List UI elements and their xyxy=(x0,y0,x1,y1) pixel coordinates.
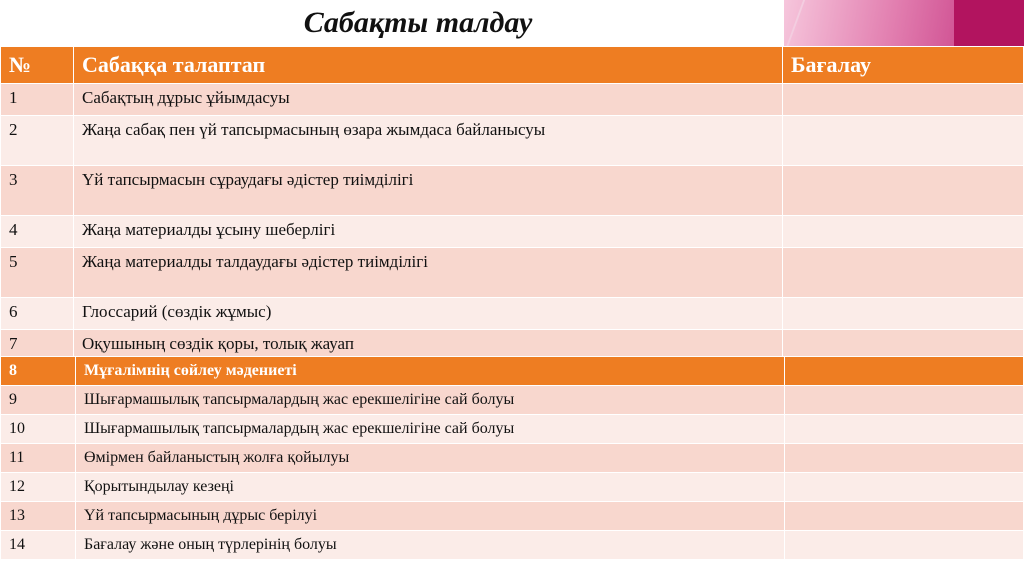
row-text: Мұғалімнің сөйлеу мәдениеті xyxy=(76,357,785,386)
column-header-number: № xyxy=(1,47,74,84)
row-number: 9 xyxy=(1,386,76,415)
row-grade[interactable] xyxy=(783,248,1024,298)
table-row xyxy=(1,166,1024,216)
row-number: 2 xyxy=(1,116,74,166)
row-grade[interactable] xyxy=(785,357,1024,386)
row-number: 12 xyxy=(1,473,76,502)
table-row xyxy=(1,248,1024,298)
table-row xyxy=(1,415,1024,444)
row-grade[interactable] xyxy=(785,444,1024,473)
row-text: Жаңа сабақ пен үй тапсырмасының өзара жымдаса байланысуы xyxy=(74,116,783,166)
row-number: 13 xyxy=(1,502,76,531)
row-number: 8 xyxy=(1,357,76,386)
row-number: 4 xyxy=(1,216,74,248)
row-grade[interactable] xyxy=(783,298,1024,330)
row-grade[interactable] xyxy=(785,502,1024,531)
table-row xyxy=(1,531,1024,560)
row-grade[interactable] xyxy=(783,166,1024,216)
row-number: 10 xyxy=(1,415,76,444)
row-text: Қорытындылау кезеңі xyxy=(76,473,785,502)
column-header-grade: Бағалау xyxy=(783,47,1024,84)
row-number: 1 xyxy=(1,84,74,116)
table-row xyxy=(1,502,1024,531)
analysis-table-1 xyxy=(0,46,1024,360)
table-row xyxy=(1,84,1024,116)
row-number: 6 xyxy=(1,298,74,330)
table-row xyxy=(1,444,1024,473)
row-text: Үй тапсырмасының дұрыс берілуі xyxy=(76,502,785,531)
row-text: Сабақтың дұрыс ұйымдасуы xyxy=(74,84,783,116)
row-text: Өмірмен байланыстың жолға қойылуы xyxy=(76,444,785,473)
column-header-requirement: Сабаққа талаптап xyxy=(74,47,783,84)
row-number: 3 xyxy=(1,166,74,216)
row-text: Жаңа материалды ұсыну шеберлігі xyxy=(74,216,783,248)
row-text: Жаңа материалды талдаудағы әдістер тиімділігі xyxy=(74,248,783,298)
table-row-highlight xyxy=(1,357,1024,386)
table-row xyxy=(1,330,1024,360)
row-number: 7 xyxy=(1,330,74,360)
row-text: Глоссарий (сөздік жұмыс) xyxy=(74,298,783,330)
slide-title: Сабақты талдау xyxy=(303,6,533,39)
row-grade[interactable] xyxy=(783,330,1024,360)
row-grade[interactable] xyxy=(783,116,1024,166)
row-grade[interactable] xyxy=(785,531,1024,560)
row-grade[interactable] xyxy=(785,415,1024,444)
row-text: Үй тапсырмасын сұраудағы әдістер тиімділігі xyxy=(74,166,783,216)
table-row xyxy=(1,298,1024,330)
row-grade[interactable] xyxy=(785,473,1024,502)
row-text: Оқушының сөздік қоры, толық жауап xyxy=(74,330,783,360)
row-number: 14 xyxy=(1,531,76,560)
row-text: Шығармашылық тапсырмалардың жас ерекшелігіне сай болуы xyxy=(76,386,785,415)
row-grade[interactable] xyxy=(783,84,1024,116)
table-row xyxy=(1,216,1024,248)
row-number: 11 xyxy=(1,444,76,473)
table-header-row xyxy=(1,47,1024,84)
table-row xyxy=(1,116,1024,166)
row-number: 5 xyxy=(1,248,74,298)
analysis-table-2 xyxy=(0,356,1024,560)
row-text: Бағалау және оның түрлерінің болуы xyxy=(76,531,785,560)
table-row xyxy=(1,386,1024,415)
row-text: Шығармашылық тапсырмалардың жас ерекшелігіне сай болуы xyxy=(76,415,785,444)
table-row xyxy=(1,473,1024,502)
row-grade[interactable] xyxy=(785,386,1024,415)
row-grade[interactable] xyxy=(783,216,1024,248)
